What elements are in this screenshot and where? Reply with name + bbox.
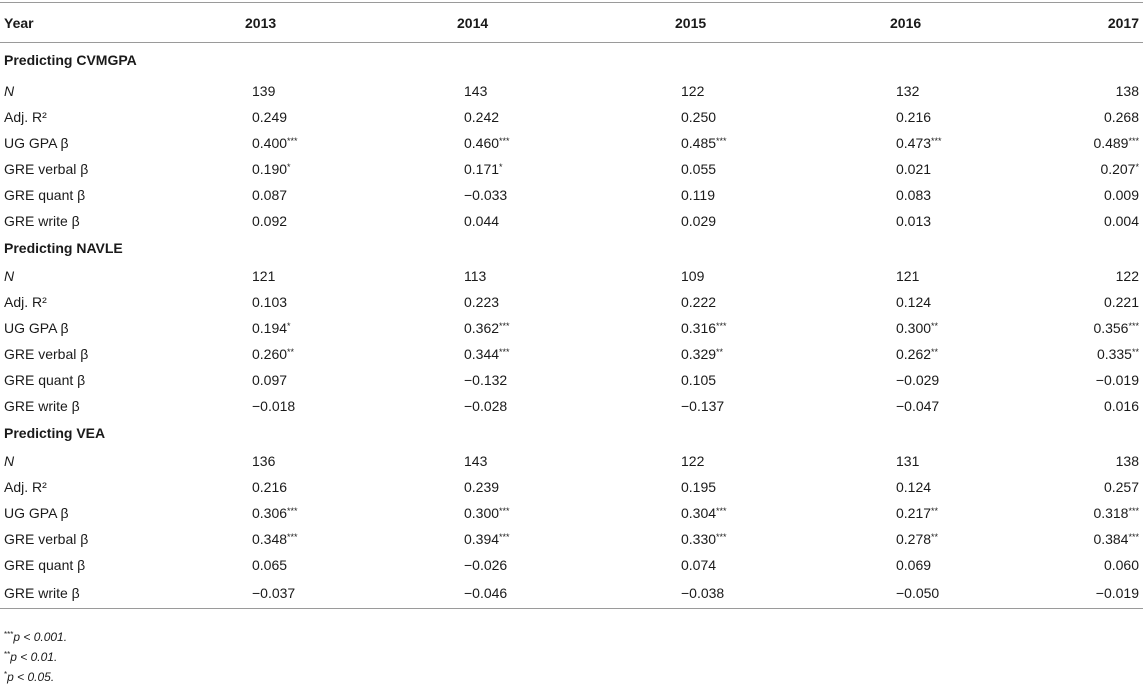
cell-value: 131 <box>896 452 920 469</box>
table-cell <box>605 367 820 393</box>
significance-stars: *** <box>1128 531 1139 542</box>
cell-value: −0.037 <box>252 584 296 601</box>
significance-stars: *** <box>1128 320 1139 331</box>
cell-value: 0.278 <box>896 530 932 547</box>
table-cell <box>820 78 1035 104</box>
table-cell <box>605 78 820 104</box>
section-row <box>0 43 1143 78</box>
column-header-2015: 2015 <box>605 3 820 43</box>
cell-value: 0.105 <box>681 371 717 388</box>
section-title: Predicting NAVLE <box>4 240 123 256</box>
section-row <box>0 234 1143 263</box>
row-label: UG GPA β <box>4 134 69 151</box>
cell-value: −0.132 <box>464 371 508 388</box>
cell-value: −0.046 <box>464 584 508 601</box>
cell-value: 0.257 <box>1103 478 1139 495</box>
table-cell <box>1035 393 1143 419</box>
cell-value: 143 <box>464 82 488 99</box>
significance-stars: ** <box>716 346 724 357</box>
table-cell <box>390 367 605 393</box>
table-row <box>0 341 1143 367</box>
table-cell <box>390 448 605 474</box>
table-cell <box>390 578 605 609</box>
table-cell <box>390 315 605 341</box>
cell-value: −0.137 <box>681 397 725 414</box>
cell-value: 0.124 <box>896 293 932 310</box>
column-header-year: Year <box>0 3 205 43</box>
cell-value: 0.394 <box>464 530 500 547</box>
table-cell <box>1035 289 1143 315</box>
cell-value: 0.304 <box>681 504 717 521</box>
cell-value: −0.018 <box>252 397 296 414</box>
column-header-2016: 2016 <box>820 3 1035 43</box>
table-row <box>0 315 1143 341</box>
footnote-text: p < 0.05. <box>7 670 55 684</box>
row-label: GRE write β <box>0 578 205 609</box>
cell-value: 0.316 <box>681 319 717 336</box>
table-row <box>0 448 1143 474</box>
section-row <box>0 419 1143 448</box>
table-cell <box>1035 104 1143 130</box>
cell-value: 113 <box>464 267 487 284</box>
cell-value: −0.019 <box>1095 371 1139 388</box>
significance-stars: * <box>499 161 503 172</box>
table-cell <box>205 289 390 315</box>
table-row <box>0 552 1143 578</box>
cell-value: −0.050 <box>896 584 940 601</box>
cell-value: 0.009 <box>1103 186 1139 203</box>
cell-value: 0.384 <box>1093 530 1129 547</box>
cell-value: 122 <box>681 452 705 469</box>
row-label: GRE verbal β <box>4 530 89 547</box>
significance-stars: ** <box>931 531 939 542</box>
cell-value: 0.300 <box>464 504 500 521</box>
table-cell <box>1035 130 1143 156</box>
cell-value: 0.004 <box>1103 212 1139 229</box>
cell-value: 0.348 <box>252 530 288 547</box>
cell-value: 139 <box>252 82 276 99</box>
cell-value: 136 <box>252 452 276 469</box>
table-cell <box>205 182 390 208</box>
table-cell <box>205 104 390 130</box>
significance-stars: *** <box>931 135 942 146</box>
significance-stars: *** <box>287 505 298 516</box>
footnote-stars: *** <box>4 630 14 639</box>
cell-value: 0.103 <box>252 293 288 310</box>
cell-value: 0.060 <box>1103 556 1139 573</box>
cell-value: 0.306 <box>252 504 288 521</box>
significance-stars: *** <box>499 531 510 542</box>
cell-value: 0.016 <box>1103 397 1139 414</box>
cell-value: 0.194 <box>252 319 288 336</box>
significance-stars: *** <box>1128 135 1139 146</box>
significance-stars: * <box>287 161 291 172</box>
table-cell <box>1035 367 1143 393</box>
row-label: GRE write β <box>4 397 80 414</box>
table-cell <box>605 289 820 315</box>
cell-value: 0.217 <box>896 504 932 521</box>
cell-value: 0.044 <box>464 212 500 229</box>
table-cell <box>605 341 820 367</box>
cell-value: 0.207 <box>1100 160 1136 177</box>
cell-value: 109 <box>681 267 705 284</box>
table-cell <box>820 341 1035 367</box>
table-cell <box>1035 156 1143 182</box>
table-cell <box>1035 182 1143 208</box>
cell-value: 0.300 <box>896 319 932 336</box>
table-cell <box>1035 526 1143 552</box>
table-cell <box>820 130 1035 156</box>
table-cell <box>205 393 390 419</box>
row-label: N <box>4 452 15 469</box>
cell-value: 122 <box>1115 267 1139 284</box>
cell-value: −0.028 <box>464 397 508 414</box>
table-cell <box>605 448 820 474</box>
footnote-text: p < 0.01. <box>10 650 58 664</box>
header-row <box>0 3 1143 43</box>
cell-value: −0.019 <box>1095 584 1139 601</box>
row-label: GRE verbal β <box>4 345 89 362</box>
table-cell <box>390 341 605 367</box>
cell-value: 0.222 <box>681 293 717 310</box>
cell-value: 0.485 <box>681 134 717 151</box>
row-label: Adj. R² <box>4 478 47 495</box>
table-cell <box>205 341 390 367</box>
row-label: UG GPA β <box>4 504 69 521</box>
cell-value: 0.029 <box>681 212 717 229</box>
table-cell <box>390 552 605 578</box>
table-row <box>0 78 1143 104</box>
footnote-text: p < 0.001. <box>13 630 68 644</box>
row-label: N <box>4 267 15 284</box>
table-cell <box>205 552 390 578</box>
table-cell <box>390 130 605 156</box>
section-title: Predicting CVMGPA <box>4 52 137 69</box>
footnote-stars: ** <box>4 650 11 659</box>
table-cell <box>1035 208 1143 234</box>
table-row <box>0 578 1143 609</box>
table-cell <box>390 78 605 104</box>
table-cell <box>605 208 820 234</box>
table-cell <box>390 104 605 130</box>
table-row <box>0 156 1143 182</box>
table-row <box>0 182 1143 208</box>
cell-value: 132 <box>896 82 920 99</box>
significance-stars: ** <box>931 505 939 516</box>
table-cell <box>1035 474 1143 500</box>
table-cell <box>605 500 820 526</box>
table-cell <box>820 500 1035 526</box>
significance-stars: ** <box>931 320 939 331</box>
table-cell <box>390 500 605 526</box>
cell-value: 0.119 <box>681 186 715 203</box>
significance-stars: *** <box>716 505 727 516</box>
cell-value: 0.013 <box>896 212 932 229</box>
significance-stars: *** <box>499 320 510 331</box>
column-header-2017: 2017 <box>1035 3 1143 43</box>
significance-stars: ** <box>931 346 939 357</box>
table-row <box>0 474 1143 500</box>
row-label: Adj. R² <box>4 293 47 310</box>
table-header <box>0 3 1143 43</box>
table-row <box>0 130 1143 156</box>
regression-table <box>0 2 1143 609</box>
cell-value: 0.124 <box>896 478 932 495</box>
table-cell <box>820 552 1035 578</box>
table-cell <box>1035 263 1143 289</box>
significance-stars: *** <box>716 320 727 331</box>
table-cell <box>205 448 390 474</box>
table-cell <box>605 182 820 208</box>
row-label: Adj. R² <box>4 108 47 125</box>
cell-value: 0.216 <box>252 478 288 495</box>
cell-value: 0.190 <box>252 160 288 177</box>
cell-value: 122 <box>681 82 705 99</box>
table-cell <box>820 367 1035 393</box>
table-cell <box>1035 315 1143 341</box>
row-label: GRE quant β <box>4 186 86 203</box>
table-cell <box>820 448 1035 474</box>
cell-value: 0.171 <box>464 160 500 177</box>
table-cell <box>820 104 1035 130</box>
column-header-2014: 2014 <box>390 3 605 43</box>
table-cell <box>390 526 605 552</box>
table-cell <box>205 526 390 552</box>
cell-value: −0.038 <box>681 584 725 601</box>
cell-value: −0.029 <box>896 371 940 388</box>
table-cell <box>1035 552 1143 578</box>
table-row <box>0 500 1143 526</box>
table-row <box>0 526 1143 552</box>
cell-value: 0.216 <box>896 108 932 125</box>
row-label: GRE verbal β <box>4 160 89 177</box>
table-cell <box>605 315 820 341</box>
table-cell <box>820 289 1035 315</box>
table-cell <box>1035 448 1143 474</box>
significance-stars: ** <box>1131 346 1139 357</box>
significance-stars: * <box>1135 161 1139 172</box>
table-cell <box>605 104 820 130</box>
cell-value: 0.242 <box>464 108 500 125</box>
table-cell <box>820 182 1035 208</box>
table-cell <box>605 393 820 419</box>
footnotes <box>4 626 67 686</box>
row-label: GRE quant β <box>4 371 86 388</box>
cell-value: 0.249 <box>252 108 288 125</box>
significance-stars: *** <box>499 346 510 357</box>
table-cell <box>1035 578 1143 609</box>
table-row <box>0 367 1143 393</box>
table-cell <box>390 393 605 419</box>
significance-stars: *** <box>716 531 727 542</box>
table-cell <box>605 130 820 156</box>
cell-value: 0.055 <box>681 160 717 177</box>
footnote-stars: * <box>4 670 8 679</box>
cell-value: 0.260 <box>252 345 288 362</box>
table-cell <box>605 474 820 500</box>
table-cell <box>390 208 605 234</box>
cell-value: 121 <box>252 267 276 284</box>
section-title: Predicting VEA <box>4 425 106 441</box>
table-cell <box>820 578 1035 609</box>
cell-value: 0.092 <box>252 212 288 229</box>
table-cell <box>390 474 605 500</box>
table-cell <box>1035 341 1143 367</box>
column-header-2013: 2013 <box>205 3 390 43</box>
cell-value: 0.069 <box>896 556 932 573</box>
table-cell <box>205 474 390 500</box>
cell-value: 0.097 <box>252 371 288 388</box>
cell-value: 0.335 <box>1096 345 1132 362</box>
cell-value: 0.473 <box>896 134 932 151</box>
significance-stars: *** <box>499 505 510 516</box>
cell-value: 143 <box>464 452 488 469</box>
significance-stars: ** <box>287 346 295 357</box>
table-cell <box>820 156 1035 182</box>
table-cell <box>390 263 605 289</box>
table-cell <box>605 263 820 289</box>
cell-value: 0.262 <box>896 345 932 362</box>
row-label: GRE write β <box>4 212 80 229</box>
table-cell <box>205 263 390 289</box>
cell-value: 0.362 <box>464 319 500 336</box>
cell-value: −0.026 <box>464 556 508 573</box>
table-cell <box>820 393 1035 419</box>
footnote <box>4 626 67 646</box>
table-cell <box>205 367 390 393</box>
cell-value: 0.489 <box>1093 134 1129 151</box>
table-cell <box>605 526 820 552</box>
cell-value: 0.318 <box>1093 504 1129 521</box>
table-cell <box>205 578 390 609</box>
table-row <box>0 393 1143 419</box>
table-cell <box>390 289 605 315</box>
cell-value: 0.221 <box>1103 293 1139 310</box>
table-cell <box>820 526 1035 552</box>
table-cell <box>390 182 605 208</box>
cell-value: 0.065 <box>252 556 288 573</box>
row-label: UG GPA β <box>4 319 69 336</box>
footnote <box>4 646 67 666</box>
cell-value: 0.344 <box>464 345 500 362</box>
table-row <box>0 208 1143 234</box>
significance-stars: *** <box>287 135 298 146</box>
cell-value: 0.250 <box>681 108 717 125</box>
cell-value: −0.033 <box>464 186 508 203</box>
cell-value: 0.356 <box>1093 319 1129 336</box>
cell-value: 0.330 <box>681 530 717 547</box>
cell-value: 0.239 <box>464 478 500 495</box>
table-cell <box>205 208 390 234</box>
row-label: GRE quant β <box>4 556 86 573</box>
cell-value: 0.087 <box>252 186 288 203</box>
cell-value: 0.400 <box>252 134 288 151</box>
table-cell <box>605 578 820 609</box>
table-cell <box>605 552 820 578</box>
cell-value: 0.268 <box>1103 108 1139 125</box>
cell-value: 0.223 <box>464 293 500 310</box>
table-cell <box>820 208 1035 234</box>
cell-value: 0.074 <box>681 556 717 573</box>
table-row <box>0 263 1143 289</box>
table-cell <box>605 156 820 182</box>
significance-stars: *** <box>1128 505 1139 516</box>
cell-value: 138 <box>1115 452 1139 469</box>
table-body <box>0 43 1143 609</box>
cell-value: 0.021 <box>896 160 932 177</box>
cell-value: 121 <box>896 267 920 284</box>
table-cell <box>820 315 1035 341</box>
table-cell <box>205 156 390 182</box>
table-cell <box>820 263 1035 289</box>
significance-stars: * <box>287 320 291 331</box>
cell-value: 0.195 <box>681 478 717 495</box>
cell-value: 138 <box>1115 82 1139 99</box>
cell-value: −0.047 <box>896 397 940 414</box>
table-cell <box>1035 78 1143 104</box>
table-cell <box>205 78 390 104</box>
table-cell <box>205 500 390 526</box>
row-label: N <box>4 82 15 99</box>
table-row <box>0 104 1143 130</box>
cell-value: 0.460 <box>464 134 500 151</box>
table-cell <box>1035 500 1143 526</box>
cell-value: 0.083 <box>896 186 932 203</box>
footnote <box>4 666 67 686</box>
significance-stars: *** <box>287 531 298 542</box>
significance-stars: *** <box>716 135 727 146</box>
table-cell <box>390 156 605 182</box>
significance-stars: *** <box>499 135 510 146</box>
table-cell <box>205 315 390 341</box>
table-cell <box>820 474 1035 500</box>
table-cell <box>205 130 390 156</box>
table-row <box>0 289 1143 315</box>
cell-value: 0.329 <box>681 345 717 362</box>
